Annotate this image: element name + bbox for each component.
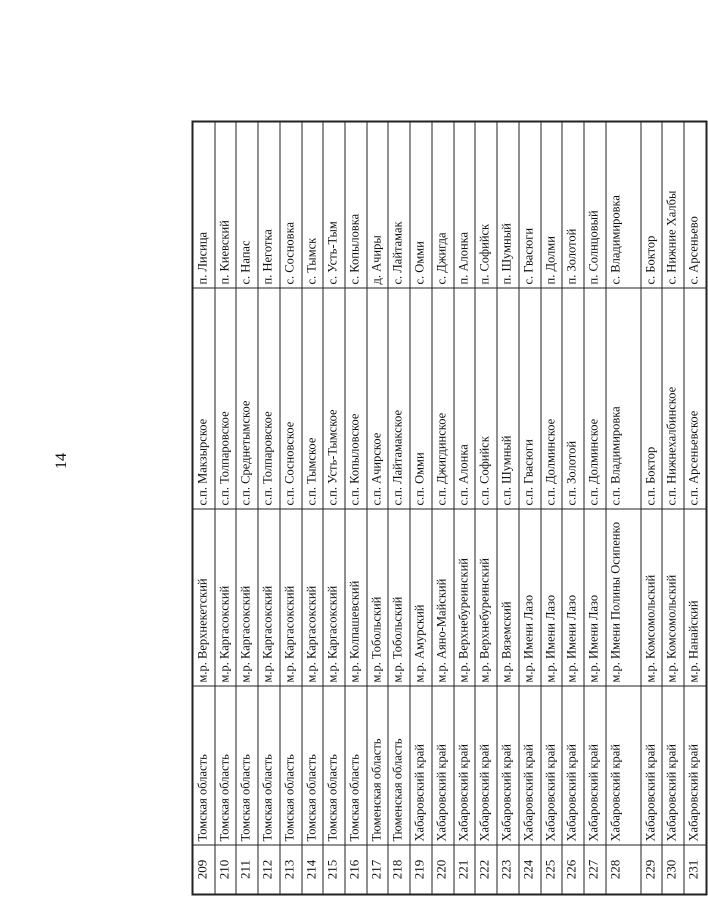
region-cell: Хабаровский край — [497, 686, 519, 845]
region-cell: Хабаровский край — [410, 686, 432, 845]
district-cell: м.р. Комсомольский — [662, 509, 684, 686]
district-cell: м.р. Верхнебуреинский — [454, 509, 476, 686]
settlement-cell: с.п. Владимировка — [606, 288, 641, 509]
region-cell: Тюменская область — [388, 686, 410, 845]
region-cell: Томская область — [215, 686, 237, 845]
district-cell: м.р. Каргасокский — [280, 509, 302, 686]
district-cell: м.р. Аяно-Майский — [432, 509, 454, 686]
table-row — [388, 122, 410, 894]
locality-cell: п. Шумный — [497, 122, 519, 288]
row-number-cell: 209 — [193, 845, 215, 894]
locality-cell: п. Алонка — [454, 122, 476, 288]
row-number-cell: 231 — [684, 845, 706, 894]
settlement-cell: с.п. Сосновское — [280, 288, 302, 509]
settlement-cell: с.п. Толпаровское — [258, 288, 280, 509]
district-cell: м.р. Имени Лазо — [541, 509, 563, 686]
district-cell: м.р. Имени Полины Осипенко — [606, 509, 641, 686]
row-number-cell: 210 — [215, 845, 237, 894]
row-number-cell: 227 — [584, 845, 606, 894]
district-cell: м.р. Каргасокский — [323, 509, 345, 686]
table-row — [236, 122, 258, 894]
table-body — [193, 122, 706, 894]
page-number: 14 — [53, 453, 70, 469]
locality-cell: с. Нижние Халбы — [662, 122, 684, 288]
district-cell: м.р. Каргасокский — [302, 509, 324, 686]
settlement-cell: с.п. Лайтамакское — [388, 288, 410, 509]
region-cell: Томская область — [258, 686, 280, 845]
region-cell: Тюменская область — [367, 686, 389, 845]
table-row — [641, 122, 663, 894]
table-row — [367, 122, 389, 894]
locality-cell: с. Владимировка — [606, 122, 641, 288]
locality-cell: п. Софийск — [475, 122, 497, 288]
table-row — [475, 122, 497, 894]
row-number-cell: 218 — [388, 845, 410, 894]
settlement-cell: с.п. Нижнехалбинское — [662, 288, 684, 509]
row-number-cell: 222 — [475, 845, 497, 894]
locality-cell: п. Золотой — [562, 122, 584, 288]
table-row — [662, 122, 684, 894]
row-number-cell: 211 — [236, 845, 258, 894]
district-cell: м.р. Вяземский — [497, 509, 519, 686]
district-cell: м.р. Амурский — [410, 509, 432, 686]
district-cell: м.р. Тобольский — [388, 509, 410, 686]
row-number-cell: 217 — [367, 845, 389, 894]
table-row — [454, 122, 476, 894]
region-cell: Томская область — [193, 686, 215, 845]
table-row — [497, 122, 519, 894]
locality-cell: с. Сосновка — [280, 122, 302, 288]
locality-cell: п. Лисица — [193, 122, 215, 288]
row-number-cell: 213 — [280, 845, 302, 894]
settlement-cell: с.п. Джигдинское — [432, 288, 454, 509]
settlement-cell: с.п. Софийск — [475, 288, 497, 509]
row-number-cell: 212 — [258, 845, 280, 894]
locality-cell: п. Неготка — [258, 122, 280, 288]
row-number-cell: 228 — [606, 845, 641, 894]
settlement-cell: с.п. Ачирское — [367, 288, 389, 509]
locality-cell: с. Арсеньево — [684, 122, 706, 288]
table-row — [302, 122, 324, 894]
region-cell: Хабаровский край — [584, 686, 606, 845]
table-row — [541, 122, 563, 894]
row-number-cell: 216 — [345, 845, 367, 894]
region-cell: Хабаровский край — [684, 686, 706, 845]
settlements-table — [192, 121, 708, 896]
table-row — [432, 122, 454, 894]
district-cell: м.р. Нанайский — [684, 509, 706, 686]
region-cell: Хабаровский край — [475, 686, 497, 845]
row-number-cell: 230 — [662, 845, 684, 894]
locality-cell: с. Напас — [236, 122, 258, 288]
settlement-cell: с.п. Среднетымское — [236, 288, 258, 509]
locality-cell: с. Гвасюги — [519, 122, 541, 288]
locality-cell: п. Солнцовый — [584, 122, 606, 288]
row-number-cell: 219 — [410, 845, 432, 894]
region-cell: Томская область — [236, 686, 258, 845]
row-number-cell: 220 — [432, 845, 454, 894]
district-cell: м.р. Каргасокский — [236, 509, 258, 686]
region-cell: Хабаровский край — [541, 686, 563, 845]
region-cell: Томская область — [323, 686, 345, 845]
locality-cell: с. Омми — [410, 122, 432, 288]
settlement-cell: с.п. Макзырское — [193, 288, 215, 509]
region-cell: Хабаровский край — [454, 686, 476, 845]
table-row — [193, 122, 215, 894]
district-cell: м.р. Каргасокский — [258, 509, 280, 686]
row-number-cell: 226 — [562, 845, 584, 894]
region-cell: Томская область — [345, 686, 367, 845]
settlement-cell: с.п. Тымское — [302, 288, 324, 509]
district-cell: м.р. Колпашевский — [345, 509, 367, 686]
settlement-cell: с.п. Гвасюги — [519, 288, 541, 509]
region-cell: Хабаровский край — [519, 686, 541, 845]
table-row — [606, 122, 641, 894]
settlement-cell: с.п. Толпаровское — [215, 288, 237, 509]
district-cell: м.р. Имени Лазо — [519, 509, 541, 686]
locality-cell: с. Усть-Тым — [323, 122, 345, 288]
locality-cell: с. Копыловка — [345, 122, 367, 288]
district-cell: м.р. Комсомольский — [641, 509, 663, 686]
settlement-cell: с.п. Золотой — [562, 288, 584, 509]
region-cell: Хабаровский край — [562, 686, 584, 845]
table-row — [323, 122, 345, 894]
row-number-cell: 221 — [454, 845, 476, 894]
settlement-cell: с.п. Боктор — [641, 288, 663, 509]
locality-cell: с. Джигда — [432, 122, 454, 288]
settlement-cell: с.п. Шумный — [497, 288, 519, 509]
settlement-cell: с.п. Долминское — [541, 288, 563, 509]
table — [193, 122, 707, 895]
settlement-cell: с.п. Арсеньевское — [684, 288, 706, 509]
region-cell: Хабаровский край — [432, 686, 454, 845]
table-row — [584, 122, 606, 894]
table-row — [345, 122, 367, 894]
locality-cell: с. Тымск — [302, 122, 324, 288]
region-cell: Хабаровский край — [662, 686, 684, 845]
table-row — [684, 122, 706, 894]
settlement-cell: с.п. Омми — [410, 288, 432, 509]
locality-cell: п. Долми — [541, 122, 563, 288]
row-number-cell: 224 — [519, 845, 541, 894]
table-row — [410, 122, 432, 894]
table-row — [519, 122, 541, 894]
row-number-cell: 214 — [302, 845, 324, 894]
district-cell: м.р. Тобольский — [367, 509, 389, 686]
table-row — [215, 122, 237, 894]
district-cell: м.р. Верхнекетский — [193, 509, 215, 686]
row-number-cell: 223 — [497, 845, 519, 894]
district-cell: м.р. Имени Лазо — [562, 509, 584, 686]
row-number-cell: 215 — [323, 845, 345, 894]
table-row — [562, 122, 584, 894]
region-cell: Томская область — [280, 686, 302, 845]
settlement-cell: с.п. Копыловское — [345, 288, 367, 509]
district-cell: м.р. Верхнебуреинский — [475, 509, 497, 686]
locality-cell: с. Лайтамак — [388, 122, 410, 288]
table-row — [280, 122, 302, 894]
district-cell: м.р. Каргасокский — [215, 509, 237, 686]
settlement-cell: с.п. Усть-Тымское — [323, 288, 345, 509]
district-cell: м.р. Имени Лазо — [584, 509, 606, 686]
row-number-cell: 225 — [541, 845, 563, 894]
locality-cell: п. Киевский — [215, 122, 237, 288]
locality-cell: д. Ачиры — [367, 122, 389, 288]
settlement-cell: с.п. Алонка — [454, 288, 476, 509]
row-number-cell: 229 — [641, 845, 663, 894]
settlement-cell: с.п. Долминское — [584, 288, 606, 509]
region-cell: Томская область — [302, 686, 324, 845]
table-row — [258, 122, 280, 894]
region-cell: Хабаровский край — [606, 686, 641, 845]
locality-cell: с. Боктор — [641, 122, 663, 288]
region-cell: Хабаровский край — [641, 686, 663, 845]
